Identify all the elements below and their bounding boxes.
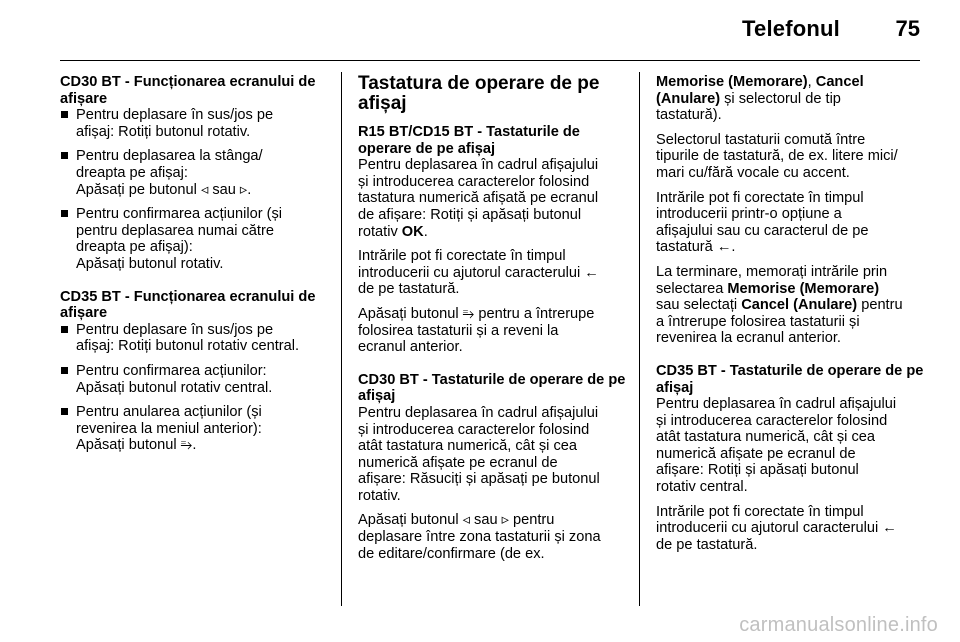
line: Pentru deplasare în sus/jos pe (76, 321, 274, 338)
line: atât tastatura numerică, cât și cea (656, 429, 876, 446)
line: La terminare, memorați intrările prin (656, 263, 888, 280)
page-number: 75 (895, 16, 920, 41)
column-divider-2 (639, 72, 640, 606)
header-rule (60, 60, 920, 61)
subheading-cd35-keyboard: CD35 BT - Tastaturile de operare de pe afișaj (656, 362, 924, 396)
subheading-r15-cd15: R15 BT/CD15 BT - Tastaturile de operare de pe afișaj (358, 124, 580, 157)
line: Intrările pot fi corectate în timpul (656, 189, 864, 206)
cancel-label: Cancel (815, 74, 864, 90)
line: introducerii cu ajutorul caracterului ← (656, 520, 897, 537)
paragraph (358, 306, 628, 356)
bullet-item (60, 404, 330, 454)
text: selectarea (656, 280, 728, 297)
text: și selectorul de tip (720, 90, 841, 107)
line: introducerii cu ajutorul caracterului ← (358, 264, 599, 281)
line: revenirea la meniul anterior): (76, 420, 262, 437)
paragraph (358, 157, 628, 240)
line: tastatura numerică afișată pe ecranul (358, 190, 599, 207)
line: Intrările pot fi corectate în timpul (358, 248, 566, 265)
paragraph (358, 512, 628, 562)
bullet-item (60, 206, 330, 272)
paragraph (656, 396, 924, 496)
line: rotativ central. (656, 479, 748, 496)
bullet-list-cd35 (60, 322, 330, 454)
watermark-link[interactable]: carmanualsonline.info (739, 614, 938, 636)
line: și introducerea caracterelor folosind (656, 412, 888, 429)
line: revenirea la ecranul anterior. (656, 330, 841, 347)
line: dreapta pe afișaj): (76, 239, 193, 256)
paragraph (656, 74, 924, 124)
bullet-item (60, 107, 330, 140)
line: afișare: Rotiți și apăsați butonul (656, 462, 859, 479)
cancel-label: Cancel (Anulare) (741, 297, 858, 314)
paragraph (358, 248, 628, 298)
text: sau selectați (656, 297, 742, 314)
line: tipurile de tastatură, de ex. litere mici/ (656, 148, 898, 165)
line: tastatură ←. (656, 239, 736, 256)
line: introducerii printr-o opțiune a (656, 206, 842, 223)
memorise-label: Memorise (Memorare) (727, 280, 880, 297)
line: de editare/confirmare (de ex. (358, 545, 545, 562)
bullet-item (60, 148, 330, 198)
bullet-item (60, 322, 330, 355)
line: atât tastatura numerică, cât și cea (358, 438, 578, 455)
line: Pentru deplasare în sus/jos pe (76, 107, 274, 124)
line: afișare: Răsuciți și apăsați pe butonul (358, 471, 600, 488)
line: folosirea tastaturii și a reveni la (358, 322, 559, 339)
text: pentru (857, 297, 903, 314)
line: numerică afișate pe ecranul de (656, 445, 856, 462)
column-divider-1 (341, 72, 342, 606)
line: tastatură). (656, 107, 722, 124)
line: deplasare între zona tastaturii și zona (358, 529, 601, 546)
paragraph (656, 504, 924, 554)
line: Apăsați butonul rotativ central. (76, 379, 273, 396)
ok-label: OK (401, 223, 424, 240)
line: de afișare: Rotiți și apăsați butonul (358, 206, 582, 223)
memorise-label: Memorise (Memorare) (656, 74, 808, 90)
line: Pentru confirmarea acțiunilor (și (76, 206, 283, 223)
subheading-cd35-display: CD35 BT - Funcționarea ecranului de afișare (60, 288, 316, 322)
line: Selectorul tastaturii comută între (656, 131, 866, 148)
column-2 (358, 74, 628, 570)
subheading-cd30-display: CD30 BT - Funcționarea ecranului de afișare (60, 74, 316, 107)
text: . (423, 223, 428, 240)
line: Pentru anularea acțiunilor (și (76, 404, 262, 421)
line: Apăsați butonul ◃ sau ▹ pentru (358, 512, 555, 529)
line: pentru deplasarea numai către (76, 222, 274, 239)
line: și introducerea caracterelor folosind (358, 421, 590, 438)
subheading-cd30-keyboard: CD30 BT - Tastaturile de operare de pe afișaj (358, 371, 626, 405)
line: Pentru deplasarea în cadrul afișajului (358, 157, 599, 174)
line: dreapta pe afișaj: (76, 164, 188, 181)
page-header-title: Telefonul (742, 16, 840, 41)
line: și introducerea caracterelor folosind (358, 173, 590, 190)
line: Pentru deplasarea la stânga/ (76, 148, 263, 165)
paragraph (358, 405, 628, 505)
line: de pe tastatură. (358, 281, 460, 298)
line: Pentru deplasarea în cadrul afișajului (656, 396, 897, 413)
line: Pentru deplasarea în cadrul afișajului (358, 404, 599, 421)
line: Apăsați pe butonul ◃ sau ▹. (76, 181, 252, 198)
paragraph (656, 132, 924, 182)
paragraph (656, 190, 924, 256)
column-3 (656, 74, 924, 561)
text: rotativ (358, 223, 402, 240)
bullet-item (60, 363, 330, 396)
line: afișaj: Rotiți butonul rotativ. (76, 123, 251, 140)
line: a întrerupe folosirea tastaturii și (656, 313, 860, 330)
text: , (807, 74, 816, 90)
paragraph (656, 264, 924, 347)
line: Pentru confirmarea acțiunilor: (76, 362, 267, 379)
line: rotativ. (358, 487, 401, 504)
cancel-label-ro: (Anulare) (656, 90, 721, 107)
line: Apăsați butonul rotativ. (76, 255, 224, 272)
line: Apăsați butonul ⥱ pentru a întrerupe (358, 305, 595, 322)
column-1 (60, 74, 330, 462)
section-title: Tastatura de operare de pe afișaj (358, 73, 600, 114)
line: numerică afișate pe ecranul de (358, 454, 558, 471)
line: Apăsați butonul ⥱. (76, 437, 197, 454)
line: de pe tastatură. (656, 536, 758, 553)
bullet-list-cd30 (60, 107, 330, 272)
line: afișajului sau cu caracterul de pe (656, 222, 869, 239)
line: mari cu/fără vocale cu accent. (656, 164, 850, 181)
line: Intrările pot fi corectate în timpul (656, 503, 864, 520)
line: afișaj: Rotiți butonul rotativ central. (76, 338, 300, 355)
line: ecranul anterior. (358, 339, 463, 356)
